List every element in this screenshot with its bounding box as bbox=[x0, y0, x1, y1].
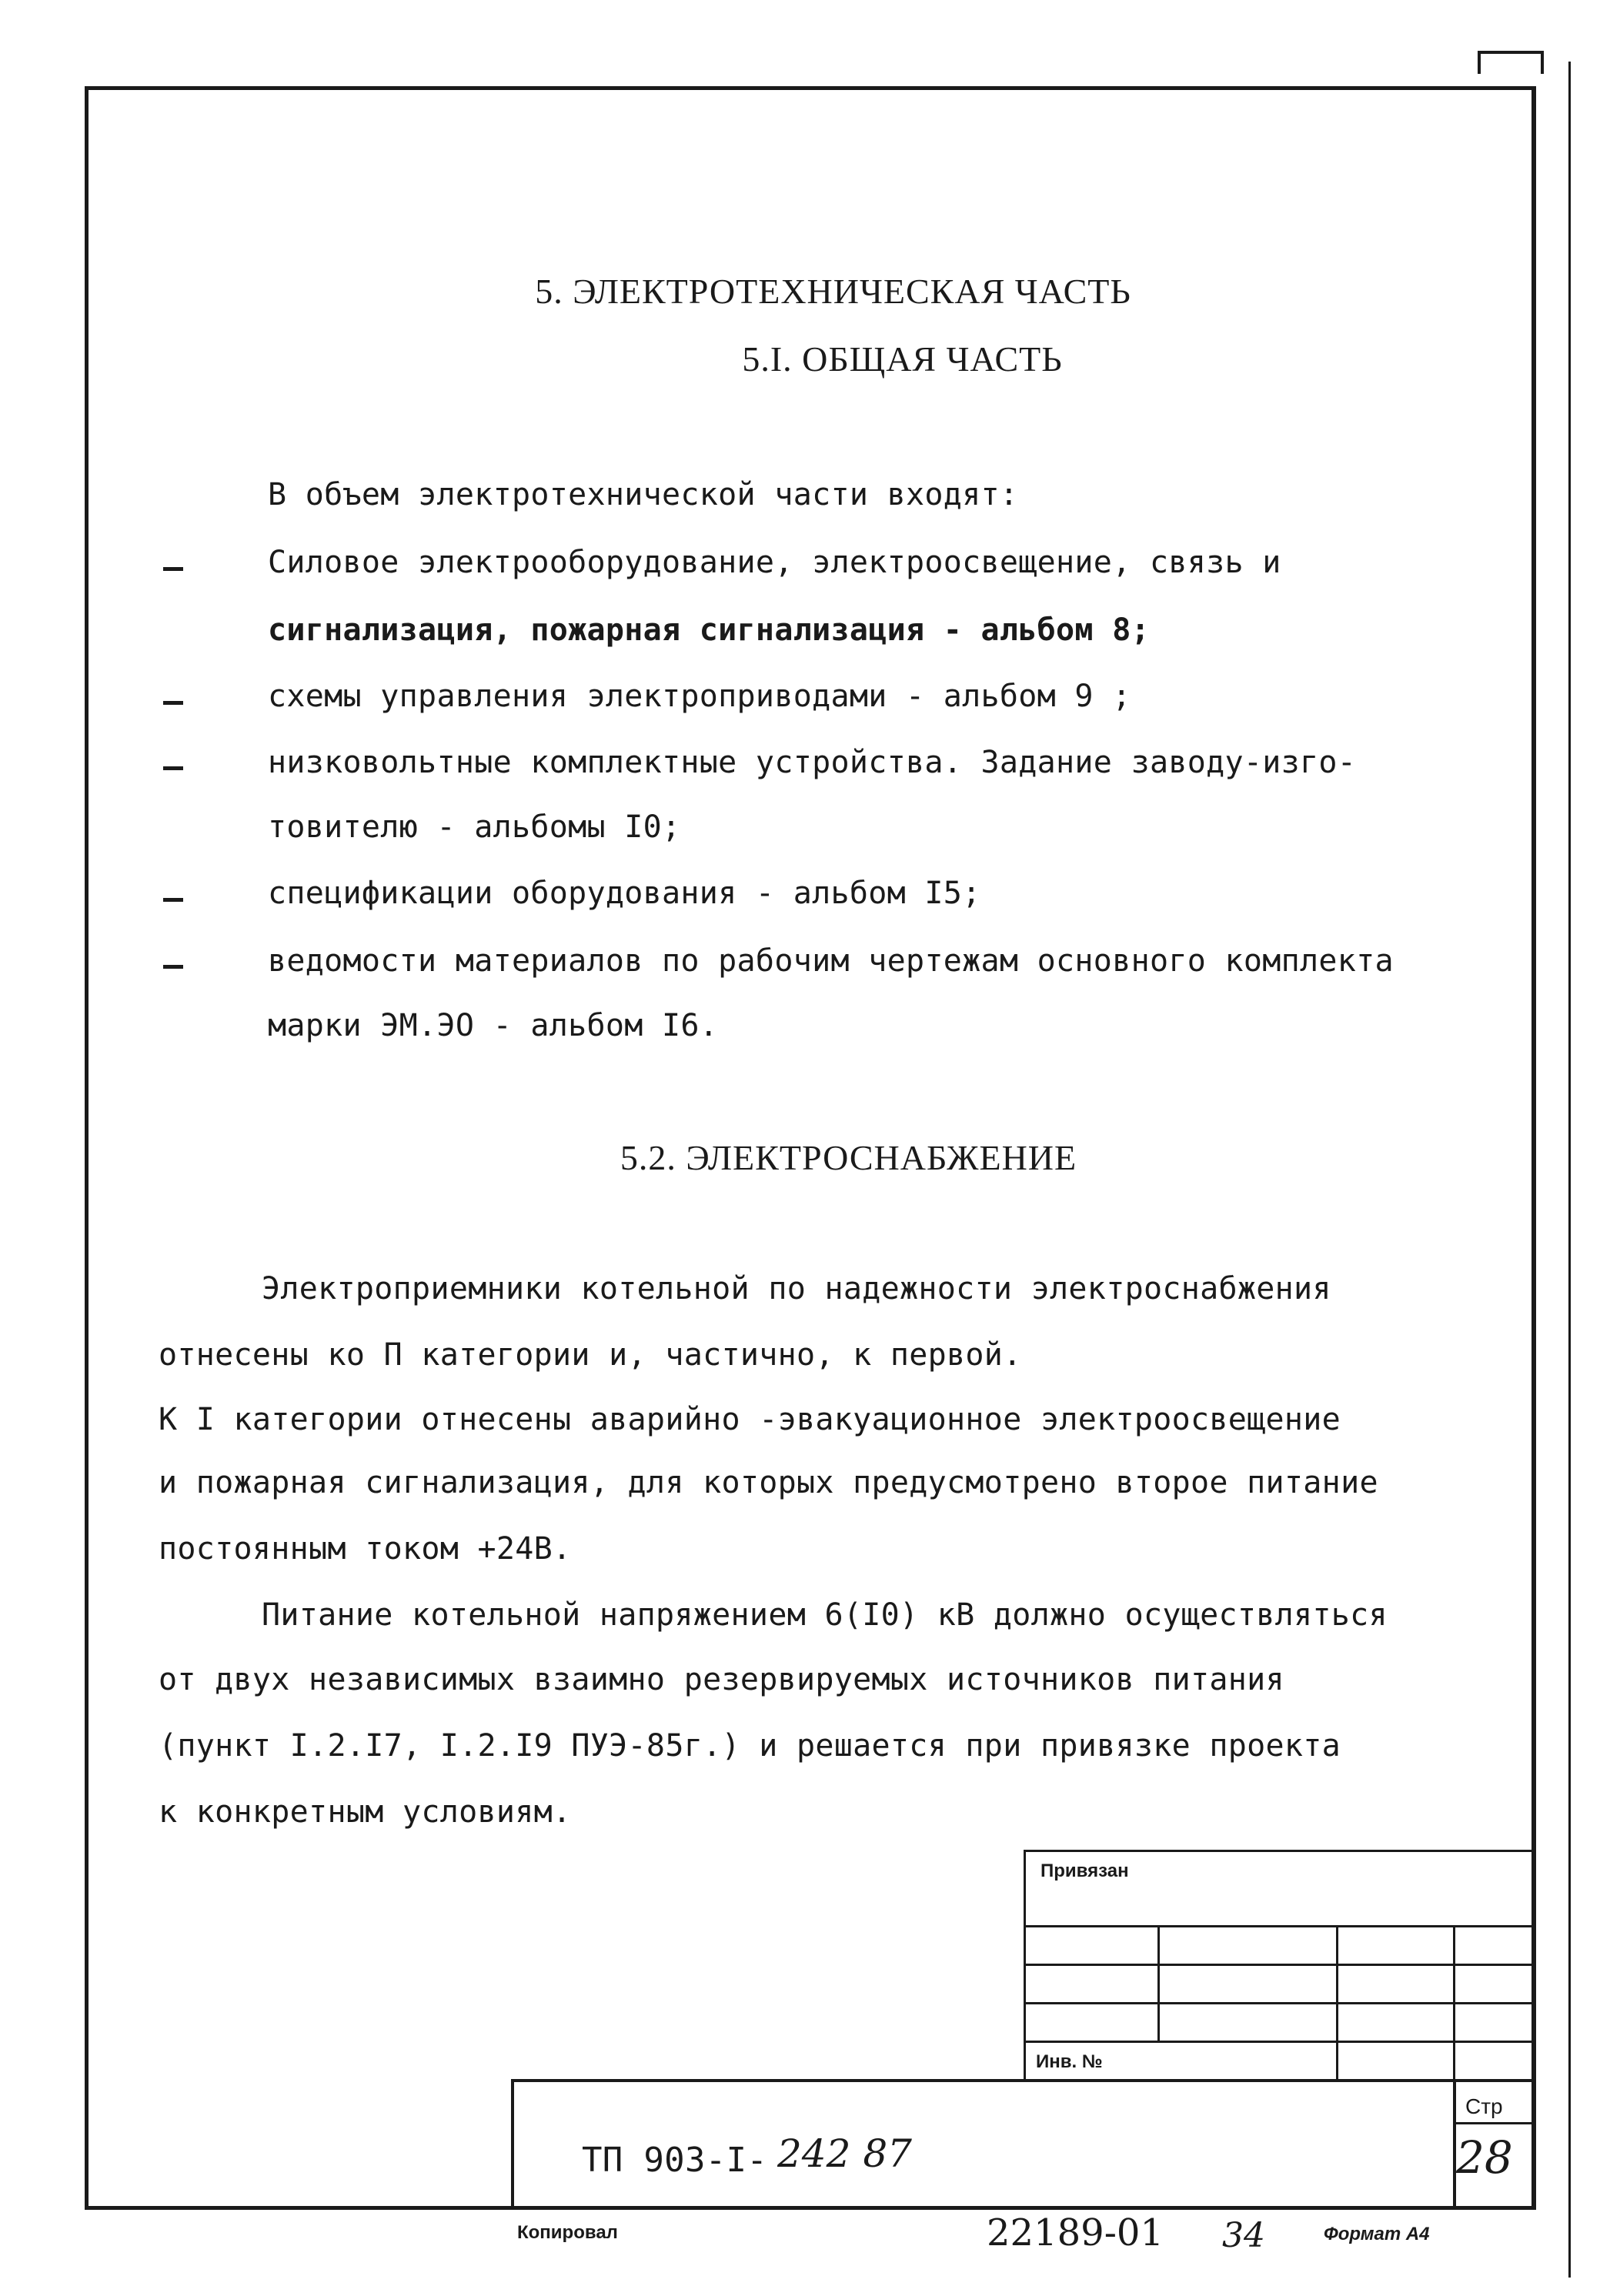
list-dash bbox=[163, 766, 183, 770]
list-item: товителю - альбомы I0; bbox=[268, 809, 681, 845]
privyazan-label: Привязан bbox=[1040, 1860, 1129, 1881]
list-dash bbox=[163, 898, 183, 902]
page-label: Стр bbox=[1465, 2094, 1503, 2118]
stamp-line bbox=[1024, 1850, 1536, 1852]
stamp-line bbox=[1024, 2002, 1536, 2004]
stamp-line bbox=[1157, 1925, 1160, 2041]
list-item: Силовое электрооборудование, электроосвещение, связь и bbox=[268, 545, 1281, 580]
supply-line: Питание котельной напряжением 6(I0) кВ должно осуществляться bbox=[262, 1597, 1388, 1633]
copied-label: Копировал bbox=[517, 2222, 618, 2243]
list-dash bbox=[163, 701, 183, 705]
supply-line: (пункт I.2.I7, I.2.I9 ПУЭ-85г.) и решается при привязке проекта bbox=[159, 1728, 1341, 1764]
supply-line: от двух независимых взаимно резервируемых источников питания bbox=[159, 1662, 1284, 1697]
supply-line: к конкретным условиям. bbox=[159, 1794, 572, 1830]
stamp-line bbox=[1024, 2041, 1536, 2043]
inv-label: Инв. № bbox=[1036, 2051, 1103, 2072]
list-item: низковольтные комплектные устройства. Задание заводу-изго- bbox=[268, 745, 1357, 780]
subsection-heading-supply: 5.2. ЭЛЕКТРОСНАБЖЕНИЕ bbox=[620, 1138, 1077, 1177]
list-item: схемы управления электроприводами - альбом 9 ; bbox=[268, 679, 1131, 714]
order-number: 22189-01 bbox=[987, 2211, 1164, 2254]
list-dash bbox=[163, 567, 183, 571]
document-code-handwritten: 242 87 bbox=[777, 2131, 912, 2176]
list-item: сигнализация, пожарная сигнализация - альбом 8; bbox=[268, 612, 1150, 648]
supply-line: постоянным током +24В. bbox=[159, 1531, 572, 1567]
supply-line: отнесены ко П категории и, частично, к первой. bbox=[159, 1337, 1022, 1373]
stamp-line bbox=[1024, 1925, 1536, 1927]
list-item: марки ЭМ.ЭО - альбом I6. bbox=[268, 1008, 719, 1043]
sheet-number-handwritten: 34 bbox=[1222, 2216, 1265, 2255]
supply-line: Электроприемники котельной по надежности электроснабжения bbox=[262, 1271, 1331, 1307]
document-code: ТП 903-I- bbox=[582, 2141, 768, 2180]
format-label: Формат А4 bbox=[1324, 2224, 1430, 2244]
stamp-line bbox=[511, 2079, 514, 2210]
stamp-line bbox=[1453, 1925, 1455, 2079]
stamp-line bbox=[1453, 2122, 1536, 2124]
section-heading: 5. ЭЛЕКТРОТЕХНИЧЕСКАЯ ЧАСТЬ bbox=[535, 272, 1131, 311]
supply-line: К I категории отнесены аварийно -эвакуационное электроосвещение bbox=[159, 1402, 1341, 1437]
list-item: спецификации оборудования - альбом I5; bbox=[268, 876, 981, 911]
general-intro: В объем электротехнической части входят: bbox=[268, 477, 1019, 512]
page-number: 28 bbox=[1456, 2131, 1513, 2184]
stamp-line bbox=[511, 2079, 1536, 2082]
stamp-line bbox=[1336, 1925, 1338, 2079]
list-item: ведомости материалов по рабочим чертежам основного комплекта bbox=[268, 943, 1394, 979]
subsection-heading-general: 5.I. ОБЩАЯ ЧАСТЬ bbox=[742, 339, 1063, 379]
top-frame-tick bbox=[1478, 51, 1544, 74]
list-dash bbox=[163, 965, 183, 969]
stamp-line bbox=[1024, 1964, 1536, 1966]
supply-line: и пожарная сигнализация, для которых предусмотрено второе питание bbox=[159, 1465, 1378, 1500]
